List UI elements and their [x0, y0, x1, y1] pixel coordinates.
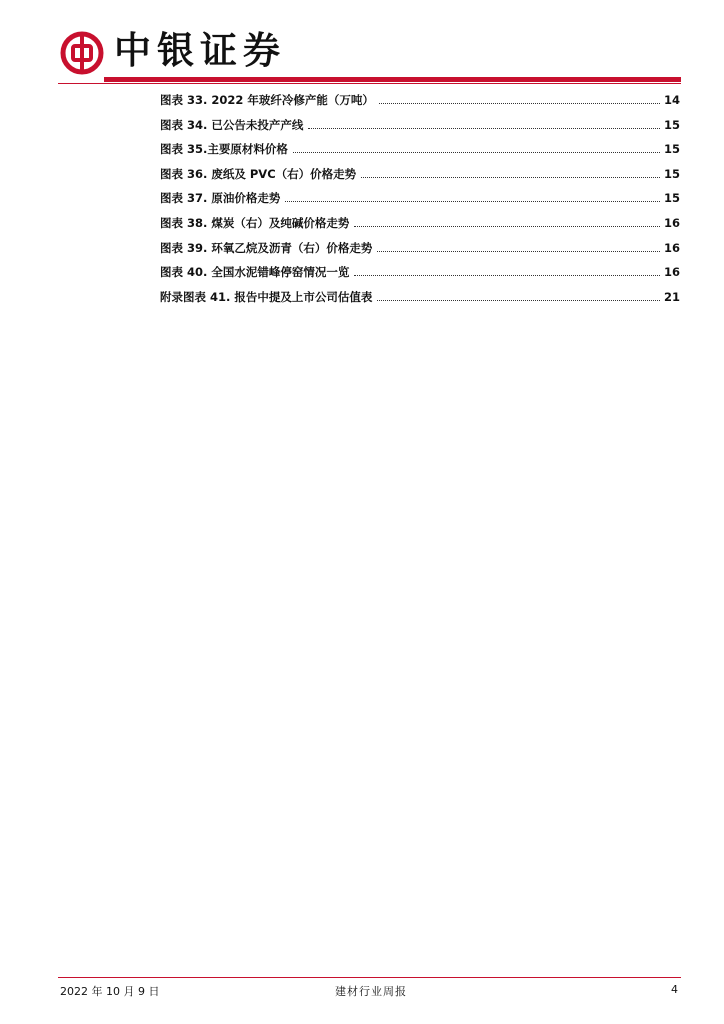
- toc-entry-label: 附录图表 41. 报告中提及上市公司估值表: [160, 289, 373, 304]
- brand-name: 中银证券: [114, 28, 286, 72]
- toc-entry-label: 图表 36. 废纸及 PVC（右）价格走势: [160, 166, 357, 181]
- footer-rule: [58, 977, 681, 978]
- toc-entry-label: 图表 35.主要原材料价格: [160, 142, 288, 157]
- toc-leader-dots: [379, 103, 660, 104]
- logo-bar: [80, 34, 84, 72]
- toc-leader-dots: [293, 152, 660, 153]
- toc-entry-page: 14: [663, 93, 680, 107]
- toc-entry-page: 15: [663, 191, 680, 206]
- toc-entry[interactable]: [160, 215, 680, 240]
- toc-entry-page: 16: [663, 265, 680, 280]
- toc-leader-dots: [308, 128, 660, 129]
- header-rule: [104, 77, 681, 82]
- toc-leader-dots: [377, 300, 660, 301]
- toc-entry-label: 图表 34. 已公告未投产产线: [160, 117, 304, 132]
- toc-entry-page: 16: [663, 215, 680, 230]
- toc-entry-label: 图表 38. 煤炭（右）及纯碱价格走势: [160, 215, 350, 230]
- footer-report-title: 建材行业周报: [335, 985, 407, 998]
- toc-leader-dots: [361, 177, 660, 178]
- toc-leader-dots: [354, 226, 660, 227]
- bank-of-china-logo-icon: [60, 31, 104, 75]
- header-rule-thin: [58, 83, 681, 84]
- toc-leader-dots: [354, 275, 660, 276]
- toc-leader-dots: [285, 201, 660, 202]
- toc-entry-page: 15: [663, 142, 680, 157]
- toc-entry-page: 16: [663, 240, 680, 255]
- toc-entry[interactable]: [160, 117, 680, 142]
- toc-entry-page: 15: [663, 166, 680, 181]
- toc-entry[interactable]: [160, 289, 680, 314]
- toc-entry-label: 图表 33. 2022 年玻纤冷修产能（万吨）: [160, 93, 374, 107]
- toc-entry[interactable]: [160, 190, 680, 215]
- toc-entry[interactable]: [160, 264, 680, 289]
- toc-entry-page: 15: [663, 117, 680, 132]
- toc-entry[interactable]: [160, 166, 680, 191]
- toc-leader-dots: [377, 251, 660, 252]
- toc-entry-label: 图表 37. 原油价格走势: [160, 191, 281, 206]
- page-header: [0, 0, 724, 84]
- toc-entry[interactable]: [160, 141, 680, 166]
- toc-entry-label: 图表 39. 环氧乙烷及沥青（右）价格走势: [160, 240, 373, 255]
- footer-page-number: 4: [671, 983, 678, 996]
- toc-entry[interactable]: [160, 240, 680, 265]
- footer-date: 2022 年 10 月 9 日: [60, 985, 160, 998]
- toc-entry-label: 图表 40. 全国水泥错峰停窑情况一览: [160, 265, 350, 280]
- table-of-figures: [160, 92, 680, 313]
- toc-entry-page: 21: [663, 289, 680, 304]
- toc-entry[interactable]: [160, 92, 680, 117]
